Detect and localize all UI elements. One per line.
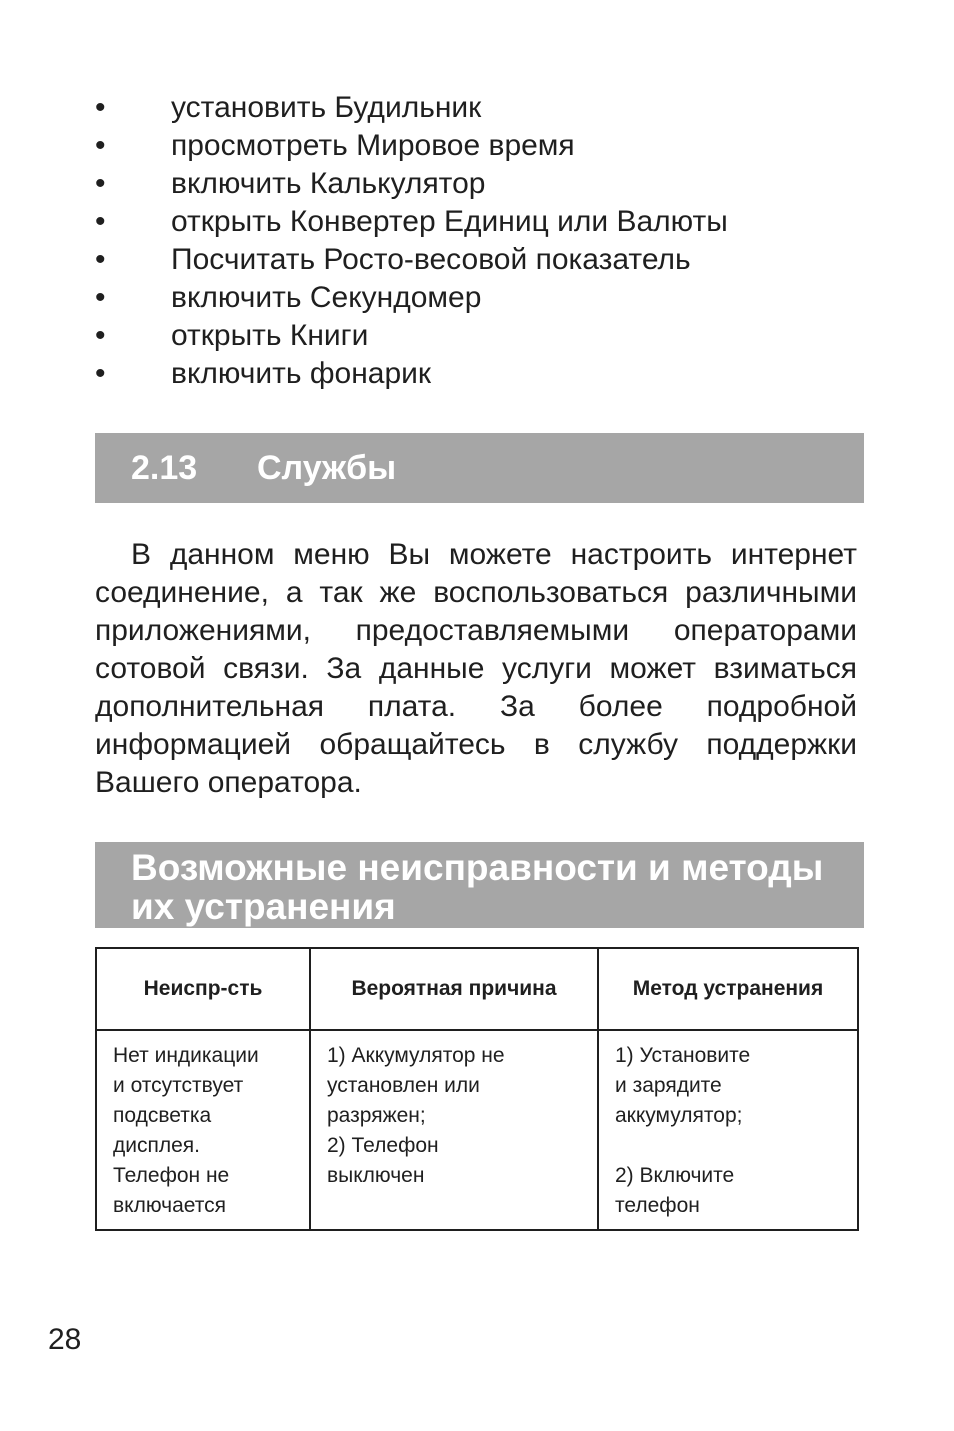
bullet-text: просмотреть Мировое время (171, 129, 575, 162)
faults-table (95, 947, 859, 1231)
page-number: 28 (48, 1323, 82, 1356)
bullet-dot: • (95, 319, 106, 352)
cell-fault: Нет индикации и отсутствует подсветка дисплея. Телефон не включается (96, 1030, 310, 1230)
bullet-dot: • (95, 91, 106, 124)
bullet-text: открыть Конвертер Единиц или Валюты (171, 205, 728, 238)
table-header-row (96, 948, 858, 1030)
header-cause: Вероятная причина (310, 948, 598, 1030)
bullet-dot: • (95, 205, 106, 238)
bullet-item (95, 89, 875, 127)
services-paragraph: В данном меню Вы можете настроить интернет соединение, а так же воспользоваться различными приложениями, предоставляемыми операторами сотовой связи. За данные услуги может взиматься дополнительная плата. За более подробной информацией обращайтесь в службу поддержки Вашего оператора. (95, 538, 857, 799)
bullet-item (95, 203, 875, 241)
bullet-item (95, 165, 875, 203)
bullet-dot: • (95, 243, 106, 276)
table-row (96, 1030, 858, 1230)
cell-cause: 1) Аккумулятор не установлен или разряжен; 2) Телефон выключен (310, 1030, 598, 1230)
header-solution: Метод устранения (598, 948, 858, 1030)
section-number: 2.13 (131, 449, 198, 487)
header-fault: Неиспр-сть (96, 948, 310, 1030)
bullet-text: включить Секундомер (171, 281, 482, 314)
section-title: Возможные неисправности и методы их устранения (131, 847, 824, 927)
bullet-text: открыть Книги (171, 319, 369, 352)
bullet-text: установить Будильник (171, 91, 482, 124)
bullet-text: включить Калькулятор (171, 167, 486, 200)
cell-solution: 1) Установите и зарядите аккумулятор; 2) Включите телефон (598, 1030, 858, 1230)
bullet-dot: • (95, 167, 106, 200)
section-title: Службы (257, 449, 397, 487)
section-heading-faults (95, 842, 864, 928)
bullet-dot: • (95, 129, 106, 162)
bullet-text: Посчитать Росто-весовой показатель (171, 243, 691, 276)
bullet-dot: • (95, 281, 106, 314)
feature-bullet-list (95, 89, 875, 393)
bullet-item (95, 241, 875, 279)
bullet-dot: • (95, 357, 106, 390)
bullet-item (95, 127, 875, 165)
bullet-item (95, 279, 875, 317)
section-heading-services (95, 433, 864, 503)
bullet-item (95, 355, 875, 393)
bullet-text: включить фонарик (171, 357, 432, 390)
bullet-item (95, 317, 875, 355)
